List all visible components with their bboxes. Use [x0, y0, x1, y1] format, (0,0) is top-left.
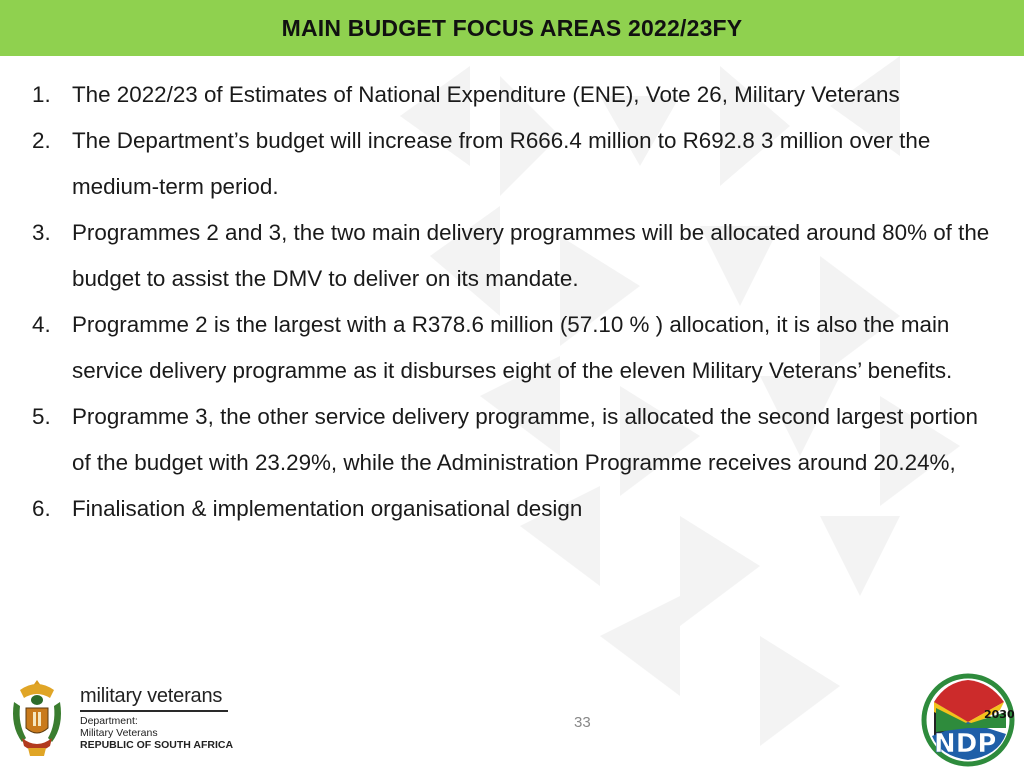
focus-areas-list — [32, 72, 1002, 532]
brand-block — [80, 684, 240, 751]
list-item — [32, 302, 1002, 394]
dept-name: Military Veterans — [80, 727, 158, 739]
item-text: The Department’s budget will increase from R666.4 million to R692.8 3 million over the medium-term period. — [72, 128, 931, 199]
brand-divider — [80, 710, 228, 712]
header-bar — [0, 0, 1024, 56]
item-number: 1. — [32, 82, 51, 107]
ndp-text: NDP — [934, 729, 997, 759]
list-item — [32, 210, 1002, 302]
dept-label: Department: — [80, 715, 138, 727]
list-item — [32, 486, 1002, 532]
ndp-year: 2030 — [984, 708, 1015, 721]
item-text: Finalisation & implementation organisational design — [72, 496, 583, 521]
page-number: 33 — [574, 714, 591, 731]
item-text: Programmes 2 and 3, the two main delivery programmes will be allocated around 80% of the budget to assist the DMV to deliver on its mandate. — [72, 220, 990, 291]
list-item — [32, 394, 1002, 486]
item-text: Programme 2 is the largest with a R378.6 million (57.10 % ) allocation, it is also the main service delivery programme as it disburses eight of the eleven Military Veterans’ benefits. — [72, 312, 953, 383]
page-title: MAIN BUDGET FOCUS AREAS 2022/23FY — [281, 14, 743, 41]
item-number: 3. — [32, 220, 51, 245]
item-number: 5. — [32, 404, 51, 429]
coat-of-arms-icon — [6, 676, 68, 762]
item-number: 6. — [32, 496, 51, 521]
ndp-logo-icon — [920, 672, 1016, 768]
item-text: Programme 3, the other service delivery programme, is allocated the second largest portion of the budget with 23.29%, while the Administration Programme receives around 20.24%, — [72, 404, 979, 475]
list-item — [32, 72, 1002, 118]
list-item — [32, 118, 1002, 210]
country-name: REPUBLIC OF SOUTH AFRICA — [80, 739, 234, 751]
item-number: 4. — [32, 312, 51, 337]
item-text: The 2022/23 of Estimates of National Expenditure (ENE), Vote 26, Military Veterans — [72, 82, 900, 107]
footer — [0, 670, 1024, 768]
brand-name: military veterans — [80, 685, 223, 707]
item-number: 2. — [32, 128, 51, 153]
